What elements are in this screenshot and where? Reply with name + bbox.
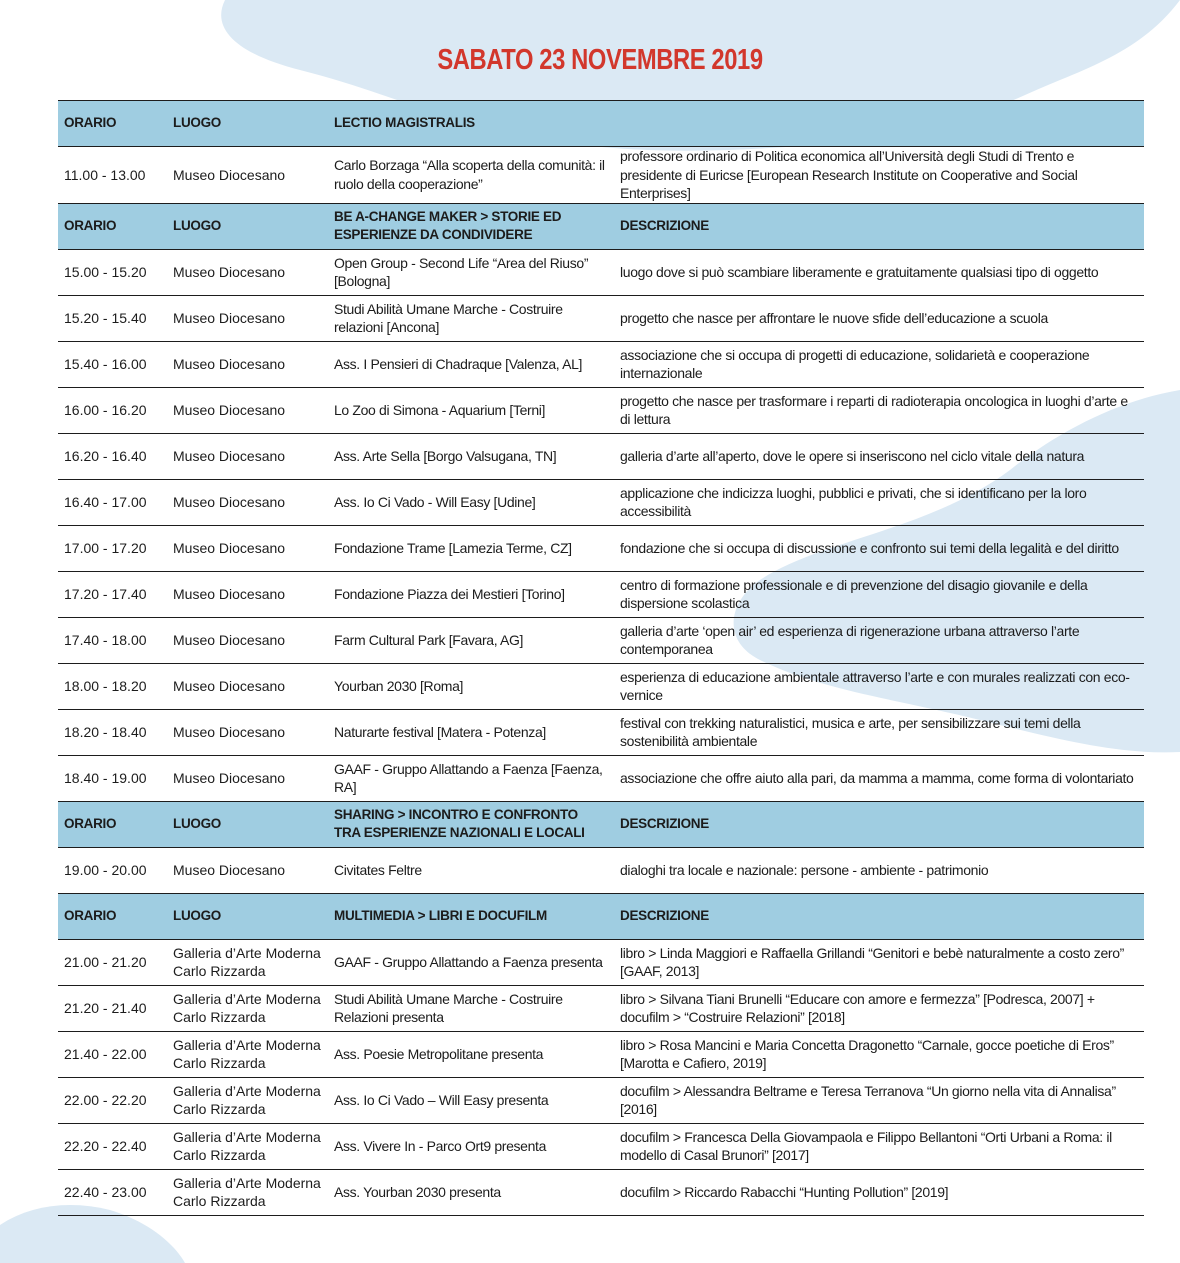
- page-title: SABATO 23 NOVEMBRE 2019: [437, 44, 763, 76]
- header-titolo: SHARING > INCONTRO E CONFRONTO TRA ESPERIENZE NAZIONALI E LOCALI: [328, 801, 614, 847]
- cell-luogo: Museo Diocesano: [167, 295, 328, 341]
- cell-descrizione: fondazione che si occupa di discussione e confronto sui temi della legalità e del diritto: [614, 525, 1144, 571]
- table-row: [58, 847, 1144, 893]
- table-row: [58, 663, 1144, 709]
- cell-luogo: Museo Diocesano: [167, 249, 328, 295]
- cell-descrizione: galleria d’arte all’aperto, dove le opere si inseriscono nel ciclo vitale della natura: [614, 433, 1144, 479]
- cell-orario: 17.20 - 17.40: [58, 571, 167, 617]
- cell-titolo: Studi Abilità Umane Marche - Costruire Relazioni presenta: [328, 985, 614, 1031]
- table-row: [58, 1077, 1144, 1123]
- cell-luogo: Museo Diocesano: [167, 847, 328, 893]
- cell-titolo: Ass. Arte Sella [Borgo Valsugana, TN]: [328, 433, 614, 479]
- table-row: [58, 433, 1144, 479]
- cell-titolo: Fondazione Trame [Lamezia Terme, CZ]: [328, 525, 614, 571]
- cell-luogo: Museo Diocesano: [167, 755, 328, 801]
- header-orario: ORARIO: [58, 801, 167, 847]
- header-descrizione: DESCRIZIONE: [614, 203, 1144, 249]
- section-header-row: [58, 203, 1144, 249]
- cell-luogo: Galleria d’Arte Moderna Carlo Rizzarda: [167, 1031, 328, 1077]
- cell-titolo: Ass. Poesie Metropolitane presenta: [328, 1031, 614, 1077]
- cell-titolo: Yourban 2030 [Roma]: [328, 663, 614, 709]
- header-orario: ORARIO: [58, 203, 167, 249]
- program-table: [58, 100, 1144, 1216]
- cell-luogo: Galleria d’Arte Moderna Carlo Rizzarda: [167, 1123, 328, 1169]
- header-orario: ORARIO: [58, 893, 167, 939]
- cell-descrizione: libro > Linda Maggiori e Raffaella Grillandi “Genitori e bebè naturalmente a costo zero” [GAAF, 2013]: [614, 939, 1144, 985]
- table-row: [58, 1169, 1144, 1215]
- cell-luogo: Galleria d’Arte Moderna Carlo Rizzarda: [167, 985, 328, 1031]
- header-luogo: LUOGO: [167, 801, 328, 847]
- cell-descrizione: esperienza di educazione ambientale attraverso l’arte e con murales realizzati con eco-vernice: [614, 663, 1144, 709]
- cell-titolo: Carlo Borzaga “Alla scoperta della comunità: il ruolo della cooperazione”: [328, 147, 614, 204]
- cell-luogo: Museo Diocesano: [167, 663, 328, 709]
- cell-titolo: Ass. I Pensieri di Chadraque [Valenza, AL]: [328, 341, 614, 387]
- cell-luogo: Museo Diocesano: [167, 387, 328, 433]
- cell-titolo: Civitates Feltre: [328, 847, 614, 893]
- cell-descrizione: associazione che si occupa di progetti di educazione, solidarietà e cooperazione internazionale: [614, 341, 1144, 387]
- cell-descrizione: libro > Rosa Mancini e Maria Concetta Dragonetto “Carnale, gocce poetiche di Eros” [Marotta e Cafiero, 2019]: [614, 1031, 1144, 1077]
- cell-titolo: Lo Zoo di Simona - Aquarium [Terni]: [328, 387, 614, 433]
- table-row: [58, 755, 1144, 801]
- header-descrizione: [614, 101, 1144, 147]
- table-row: [58, 147, 1144, 204]
- cell-orario: 16.40 - 17.00: [58, 479, 167, 525]
- cell-orario: 16.20 - 16.40: [58, 433, 167, 479]
- cell-orario: 17.00 - 17.20: [58, 525, 167, 571]
- section-header-row: [58, 101, 1144, 147]
- cell-descrizione: luogo dove si può scambiare liberamente e gratuitamente qualsiasi tipo di oggetto: [614, 249, 1144, 295]
- cell-descrizione: centro di formazione professionale e di prevenzione del disagio giovanile e della dispersione scolastica: [614, 571, 1144, 617]
- table-row: [58, 525, 1144, 571]
- cell-orario: 18.00 - 18.20: [58, 663, 167, 709]
- program-table-body: [58, 101, 1144, 1216]
- cell-luogo: Museo Diocesano: [167, 341, 328, 387]
- cell-titolo: Studi Abilità Umane Marche - Costruire relazioni [Ancona]: [328, 295, 614, 341]
- table-row: [58, 341, 1144, 387]
- cell-descrizione: festival con trekking naturalistici, musica e arte, per sensibilizzare sui temi della sostenibilità ambientale: [614, 709, 1144, 755]
- section-header-row: [58, 801, 1144, 847]
- cell-titolo: Ass. Io Ci Vado – Will Easy presenta: [328, 1077, 614, 1123]
- cell-orario: 15.00 - 15.20: [58, 249, 167, 295]
- cell-descrizione: docufilm > Alessandra Beltrame e Teresa Terranova “Un giorno nella vita di Annalisa” [2016]: [614, 1077, 1144, 1123]
- cell-descrizione: professore ordinario di Politica economica all’Università degli Studi di Trento e presidente di Euricse [European Research Institute on Cooperative and Social Enterprises]: [614, 147, 1144, 204]
- cell-orario: 22.20 - 22.40: [58, 1123, 167, 1169]
- cell-titolo: Ass. Yourban 2030 presenta: [328, 1169, 614, 1215]
- cell-titolo: Naturarte festival [Matera - Potenza]: [328, 709, 614, 755]
- cell-descrizione: progetto che nasce per trasformare i reparti di radioterapia oncologica in luoghi d’arte e di lettura: [614, 387, 1144, 433]
- cell-luogo: Museo Diocesano: [167, 433, 328, 479]
- cell-orario: 22.00 - 22.20: [58, 1077, 167, 1123]
- table-row: [58, 479, 1144, 525]
- cell-descrizione: associazione che offre aiuto alla pari, da mamma a mamma, come forma di volontariato: [614, 755, 1144, 801]
- cell-orario: 15.20 - 15.40: [58, 295, 167, 341]
- cell-luogo: Museo Diocesano: [167, 617, 328, 663]
- cell-orario: 16.00 - 16.20: [58, 387, 167, 433]
- cell-titolo: Ass. Vivere In - Parco Ort9 presenta: [328, 1123, 614, 1169]
- header-titolo: LECTIO MAGISTRALIS: [328, 101, 614, 147]
- header-descrizione: DESCRIZIONE: [614, 801, 1144, 847]
- cell-luogo: Galleria d’Arte Moderna Carlo Rizzarda: [167, 1169, 328, 1215]
- cell-orario: 17.40 - 18.00: [58, 617, 167, 663]
- cell-orario: 18.20 - 18.40: [58, 709, 167, 755]
- cell-titolo: Open Group - Second Life “Area del Riuso” [Bologna]: [328, 249, 614, 295]
- cell-orario: 22.40 - 23.00: [58, 1169, 167, 1215]
- header-titolo: BE A-CHANGE MAKER > STORIE ED ESPERIENZE DA CONDIVIDERE: [328, 203, 614, 249]
- cell-orario: 11.00 - 13.00: [58, 147, 167, 204]
- cell-descrizione: galleria d’arte ‘open air’ ed esperienza di rigenerazione urbana attraverso l’arte contemporanea: [614, 617, 1144, 663]
- cell-orario: 18.40 - 19.00: [58, 755, 167, 801]
- cell-luogo: Museo Diocesano: [167, 571, 328, 617]
- section-header-row: [58, 893, 1144, 939]
- cell-orario: 15.40 - 16.00: [58, 341, 167, 387]
- cell-orario: 19.00 - 20.00: [58, 847, 167, 893]
- cell-titolo: Farm Cultural Park [Favara, AG]: [328, 617, 614, 663]
- cell-orario: 21.20 - 21.40: [58, 985, 167, 1031]
- table-row: [58, 571, 1144, 617]
- cell-titolo: GAAF - Gruppo Allattando a Faenza [Faenza, RA]: [328, 755, 614, 801]
- table-row: [58, 249, 1144, 295]
- header-descrizione: DESCRIZIONE: [614, 893, 1144, 939]
- cell-descrizione: docufilm > Riccardo Rabacchi “Hunting Pollution” [2019]: [614, 1169, 1144, 1215]
- header-luogo: LUOGO: [167, 893, 328, 939]
- cell-luogo: Museo Diocesano: [167, 147, 328, 204]
- table-row: [58, 939, 1144, 985]
- header-orario: ORARIO: [58, 101, 167, 147]
- cell-orario: 21.40 - 22.00: [58, 1031, 167, 1077]
- cell-luogo: Museo Diocesano: [167, 709, 328, 755]
- header-luogo: LUOGO: [167, 203, 328, 249]
- cell-luogo: Museo Diocesano: [167, 479, 328, 525]
- cell-luogo: Galleria d’Arte Moderna Carlo Rizzarda: [167, 1077, 328, 1123]
- table-row: [58, 295, 1144, 341]
- cell-descrizione: dialoghi tra locale e nazionale: persone - ambiente - patrimonio: [614, 847, 1144, 893]
- cell-titolo: Fondazione Piazza dei Mestieri [Torino]: [328, 571, 614, 617]
- cell-descrizione: libro > Silvana Tiani Brunelli “Educare con amore e fermezza” [Podresca, 2007] + docufilm > “Costruire Relazioni” [2018]: [614, 985, 1144, 1031]
- table-row: [58, 1031, 1144, 1077]
- table-row: [58, 709, 1144, 755]
- table-row: [58, 985, 1144, 1031]
- header-titolo: MULTIMEDIA > LIBRI E DOCUFILM: [328, 893, 614, 939]
- cell-descrizione: docufilm > Francesca Della Giovampaola e Filippo Bellantoni “Orti Urbani a Roma: il modello di Casal Brunori” [2017]: [614, 1123, 1144, 1169]
- cell-titolo: GAAF - Gruppo Allattando a Faenza presenta: [328, 939, 614, 985]
- cell-luogo: Museo Diocesano: [167, 525, 328, 571]
- header-luogo: LUOGO: [167, 101, 328, 147]
- cell-orario: 21.00 - 21.20: [58, 939, 167, 985]
- cell-descrizione: progetto che nasce per affrontare le nuove sfide dell’educazione a scuola: [614, 295, 1144, 341]
- cell-titolo: Ass. Io Ci Vado - Will Easy [Udine]: [328, 479, 614, 525]
- table-row: [58, 617, 1144, 663]
- table-row: [58, 1123, 1144, 1169]
- table-row: [58, 387, 1144, 433]
- cell-luogo: Galleria d’Arte Moderna Carlo Rizzarda: [167, 939, 328, 985]
- cell-descrizione: applicazione che indicizza luoghi, pubblici e privati, che si identificano per la loro accessibilità: [614, 479, 1144, 525]
